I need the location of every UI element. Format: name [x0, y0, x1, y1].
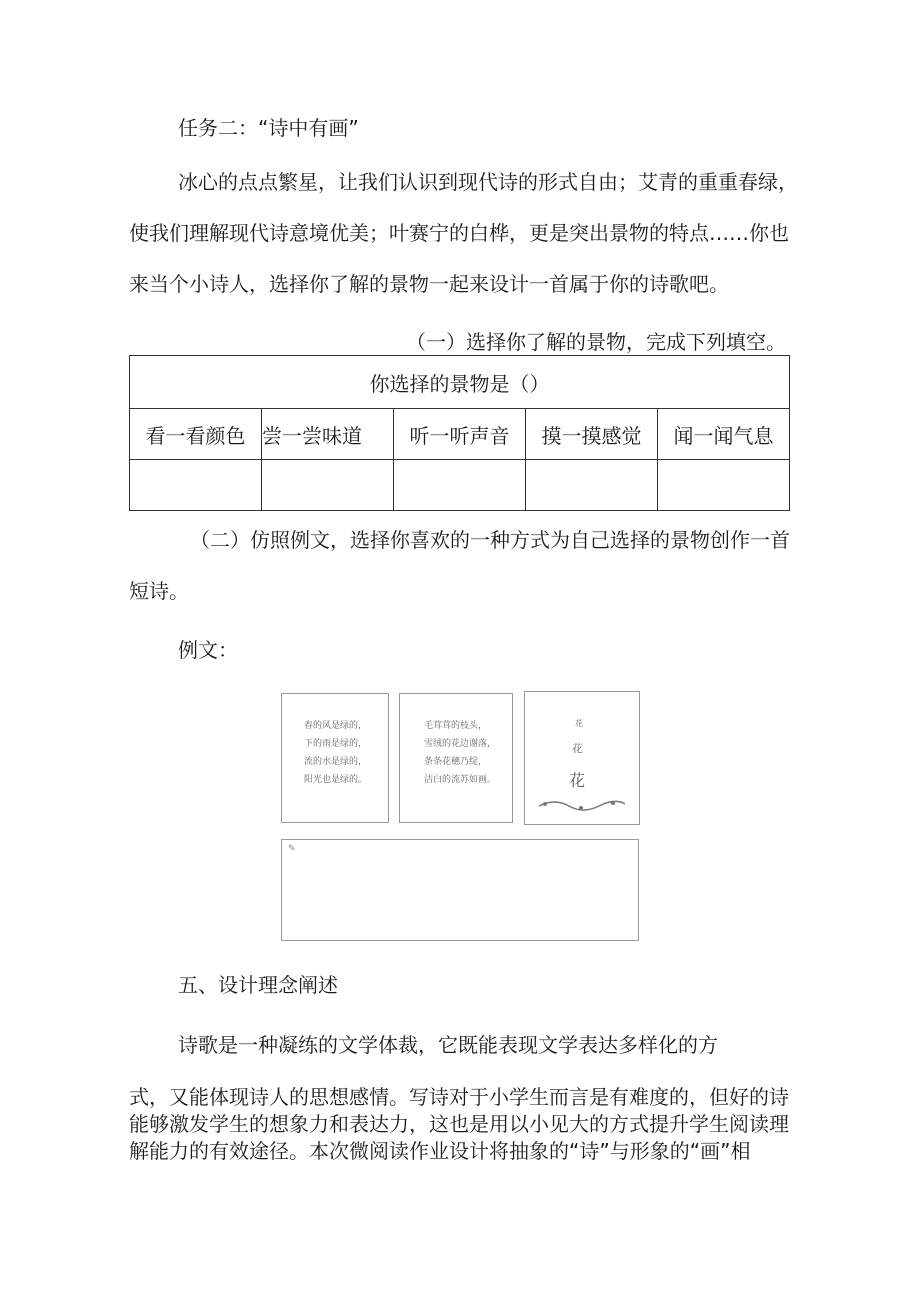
poem2-line-4: 洁白的流苏如画。: [424, 775, 497, 785]
answer-sound[interactable]: [394, 460, 526, 511]
col-sound: 听一听声音: [394, 409, 526, 460]
intro-line-2: 使我们理解现代诗意境优美；叶赛宁的白桦，更是突出景物的特点……你也: [129, 221, 789, 245]
intro-line-3: 来当个小诗人，选择你了解的景物一起来设计一首属于你的诗歌吧。: [129, 272, 729, 296]
task-title: 任务二：“诗中有画”: [178, 116, 359, 140]
col-color: 看一看颜色: [130, 409, 262, 460]
canvas-mark-icon: ✎: [288, 844, 296, 854]
poem1-line-2: 下的雨是绿的，: [304, 739, 368, 749]
table-columns-row: [130, 409, 790, 460]
answer-touch[interactable]: [526, 460, 658, 511]
poem2-line-1: 毛茸茸的枝头，: [424, 721, 488, 731]
section5-title: 五、设计理念阐述: [178, 973, 338, 997]
poem3-char-1: 花: [575, 719, 583, 728]
section5-line-4: 解能力的有效途径。本次微阅读作业设计将抽象的“诗”与形象的“画”相: [129, 1139, 751, 1163]
example-poem-1-image: [281, 693, 389, 823]
part2-line-1: （二）仿照例文，选择你喜欢的一种方式为自己选择的景物创作一首: [190, 528, 790, 552]
observation-table: [129, 355, 790, 511]
table-answer-row: [130, 460, 790, 511]
col-taste: 尝一尝味道: [262, 409, 394, 460]
col-smell: 闻一闻气息: [658, 409, 790, 460]
poem1-line-4: 阳光也是绿的。: [304, 775, 368, 785]
part1-heading: （一）选择你了解的景物，完成下列填空。: [406, 330, 786, 354]
example-poem-2-image: [399, 693, 513, 823]
section5-line-2: 式，又能体现诗人的思想感情。写诗对于小学生而言是有难度的，但好的诗: [129, 1085, 789, 1109]
col-touch: 摸一摸感觉: [526, 409, 658, 460]
poem3-char-3: 花: [569, 771, 586, 790]
poem1-line-3: 流的水是绿的，: [304, 757, 368, 767]
answer-smell[interactable]: [658, 460, 790, 511]
table-header: 你选择的景物是（）: [130, 356, 790, 409]
poem2-line-2: 雪绒的花边谢落，: [424, 739, 497, 749]
poem1-line-1: 春的风是绿的，: [304, 721, 368, 731]
flower-vine-icon: [525, 794, 639, 824]
part2-line-2: 短诗。: [129, 579, 189, 603]
section5-line-1: 诗歌是一种凝练的文学体裁，它既能表现文学表达多样化的方: [178, 1033, 718, 1057]
table-header-row: [130, 356, 790, 409]
poem2-line-3: 条条花穗乃绽，: [424, 757, 488, 767]
section5-line-3: 能够激发学生的想象力和表达力，这也是用以小见大的方式提升学生阅读理: [129, 1112, 789, 1136]
example-label: 例文：: [178, 638, 238, 662]
answer-color[interactable]: [130, 460, 262, 511]
example-blank-canvas: [281, 839, 639, 941]
example-poem-3-image: [524, 691, 640, 825]
poem3-char-2: 花: [572, 742, 583, 755]
answer-taste[interactable]: [262, 460, 394, 511]
intro-line-1: 冰心的点点繁星，让我们认识到现代诗的形式自由；艾青的重重春绿，: [178, 170, 798, 194]
